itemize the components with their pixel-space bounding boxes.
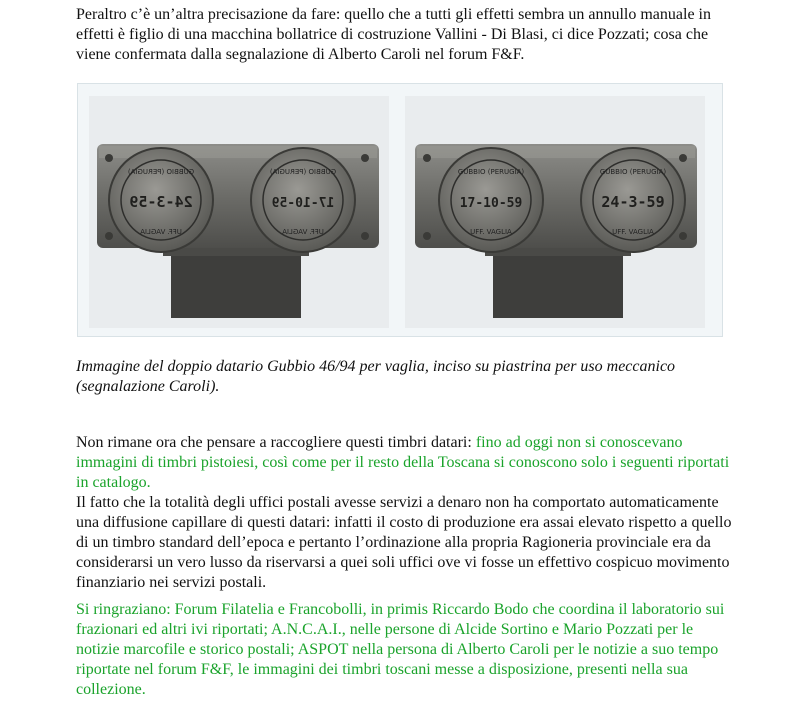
body-rest: Il fatto che la totalità degli uffici postali avesse servizi a denaro non ha comportato automaticamente una diffusione capillare di questi datari: infatti il costo di produzione era assai elevato rispetto a quello di un timbro standard dell’epoca e pertanto l’ordinazione alla propria Ragioneria provinciale era da considerarsi un vero lusso da riservarsi a quei soli uffici ove vi fosse un effettivo cospicuo movimento finanziario nei servizi postali. [76, 494, 732, 591]
left-stamp-date-b: 17-10-59 [271, 196, 335, 211]
left-stamp-town: GUBBIO (PERUGIA) [127, 168, 195, 176]
stamp-photo-left [89, 96, 389, 328]
acknowledgements-paragraph: Si ringraziano: Forum Filatelia e Francobolli, in primis Riccardo Bodo che coordina il laboratorio sui frazionari ed altri ivi riportati; A.N.C.A.I., nelle persone di Alcide Sortino e Mario Pozzati per le notizie marcofile e storico postali; ASPOT nella persona di Alberto Caroli per le notizie a suo tempo riportate nel forum F&F, le immagini dei timbri toscani messe a disposizione, presenti nella sua collezione. [76, 601, 725, 698]
right-stamp-service: UFF. VAGLIA [470, 228, 512, 236]
metal-die-image [89, 96, 389, 328]
right-stamp-date-b: 24-3-59 [601, 193, 665, 211]
right-stamp-town: GUBBIO (PERUGIA) [457, 168, 525, 176]
figure-caption: Immagine del doppio datario Gubbio 46/94 per vaglia, inciso su piastrina per uso meccanico (segnalazione Caroli). [76, 358, 676, 395]
right-stamp-date-a: 17-10-59 [459, 196, 523, 211]
body-paragraph [76, 433, 736, 593]
intro-paragraph: Peraltro c’è un’altra precisazione da fare: quello che a tutti gli effetti sembra un annullo manuale in effetti è figlio di una macchina bollatrice di costruzione Vallini - Di Blasi, ci dice Pozzati; cosa che viene confermata dalla segnalazione di Alberto Caroli nel forum F&F. [76, 6, 711, 63]
body-lead: Non rimane ora che pensare a raccogliere questi timbri datari: [76, 434, 476, 451]
metal-die-image-mirrored [405, 96, 705, 328]
stamp-photo-right [405, 96, 705, 328]
left-stamp-service-b: UFF. VAGLIA [282, 228, 324, 236]
right-stamp-service-b: UFF. VAGLIA [612, 228, 654, 236]
stamp-photo-figure [77, 83, 723, 337]
left-stamp-date-a: 24-3-59 [129, 193, 193, 211]
body-highlight: fino ad oggi non si conoscevano immagini di timbri pistoiesi, così come per il resto della Toscana si conoscono solo i seguenti riportati in catalogo. [76, 434, 730, 491]
left-stamp-town-b: GUBBIO (PERUGIA) [269, 168, 337, 176]
left-stamp-service: UFF. VAGLIA [140, 228, 182, 236]
right-stamp-town-b: GUBBIO (PERUGIA) [599, 168, 667, 176]
